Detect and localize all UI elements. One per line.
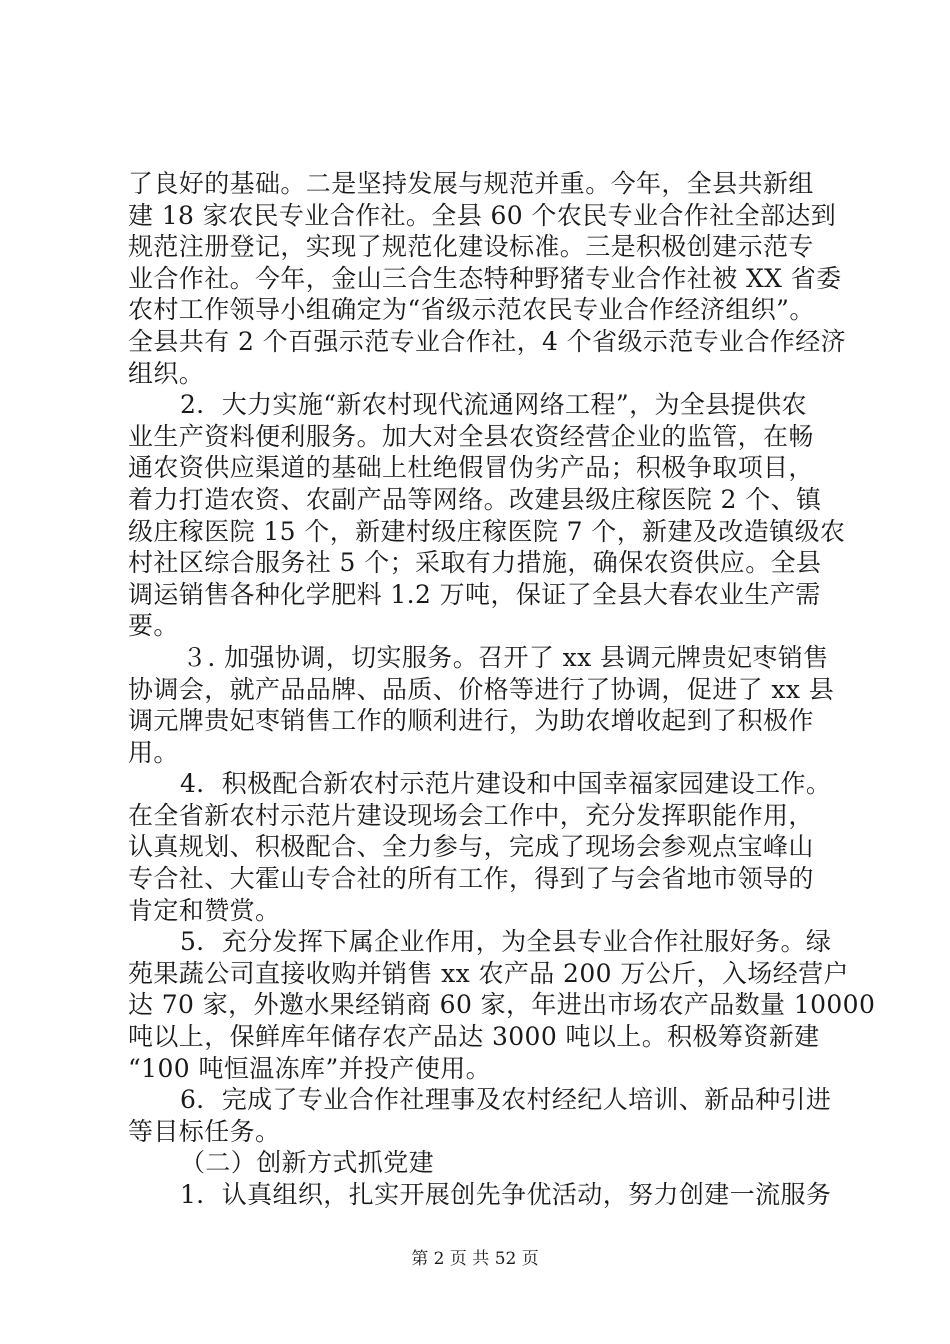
text-line: 专合社、大霍山专合社的所有工作，得到了与会省地市领导的 (128, 864, 814, 894)
text-line: 业生产资料便利服务。加大对全县农资经营企业的监管，在畅 (128, 421, 814, 451)
text-line: 组织。 (128, 358, 205, 388)
paragraph-first-line: 1．认真组织，扎实开展创先争优活动，努力创建一流服务 (180, 1180, 832, 1209)
text-line: 调运销售各种化学肥料 1.2 万吨，保证了全县大春农业生产需 (128, 579, 821, 609)
text-line: 要。 (128, 611, 179, 641)
text-line: 业合作社。今年，金山三合生态特种野猪专业合作社被 XX 省委 (128, 263, 842, 293)
text-line: 级庄稼医院 15 个，新建村级庄稼医院 7 个，新建及改造镇级农 (128, 516, 846, 546)
text-line: 认真规划、积极配合、全力参与，完成了现场会参观点宝峰山 (128, 832, 814, 862)
text-line: 着力打造农资、农副产品等网络。改建县级庄稼医院 2 个、镇 (128, 484, 822, 514)
page-number-footer: 第 2 页 共 52 页 (411, 1249, 539, 1269)
text-line: 在全省新农村示范片建设现场会工作中，充分发挥职能作用， (128, 800, 814, 830)
paragraph-first-line: 5．充分发挥下属企业作用，为全县专业合作社服好务。绿 (180, 927, 832, 957)
paragraph-first-line: 4．积极配合新农村示范片建设和中国幸福家园建设工作。 (180, 769, 832, 799)
text-line: 全县共有 2 个百强示范专业合作社，4 个省级示范专业合作经济 (128, 326, 847, 356)
paragraph-first-line: ３. 加强协调，切实服务。召开了 xx 县调元牌贵妃枣销售 (182, 642, 829, 672)
text-line: 村社区综合服务社 5 个；采取有力措施，确保农资供应。全县 (128, 548, 822, 578)
section-heading: （二）创新方式抓党建 (180, 1148, 435, 1178)
text-line: 用。 (128, 737, 179, 767)
text-line: 通农资供应渠道的基础上杜绝假冒伪劣产品；积极争取项目， (128, 453, 814, 483)
text-line: 调元牌贵妃枣销售工作的顺利进行，为助农增收起到了积极作 (128, 706, 814, 736)
text-line: 吨以上，保鲜库年储存农产品达 3000 吨以上。积极筹资新建 (128, 1022, 820, 1052)
text-line: 了良好的基础。二是坚持发展与规范并重。今年，全县共新组 (128, 169, 814, 198)
text-line: 协调会，就产品品牌、品质、价格等进行了协调，促进了 xx 县 (128, 674, 835, 704)
document-body (128, 168, 876, 1211)
text-line: 苑果蔬公司直接收购并销售 xx 农产品 200 万公斤，入场经营户 (128, 958, 849, 988)
text-line: 农村工作领导小组确定为“省级示范农民专业合作经济组织”。 (128, 295, 815, 325)
text-line: 等目标任务。 (128, 1116, 281, 1146)
text-line: 肯定和赞赏。 (128, 895, 281, 925)
text-line: 规范注册登记，实现了规范化建设标准。三是积极创建示范专 (128, 232, 814, 262)
paragraph-first-line: 6．完成了专业合作社理事及农村经纪人培训、新品种引进 (180, 1085, 832, 1115)
text-line: 建 18 家农民专业合作社。全县 60 个农民专业合作社全部达到 (128, 200, 837, 230)
text-line: 达 70 家，外邀水果经销商 60 家，年进出市场农产品数量 10000 (128, 990, 876, 1020)
paragraph-first-line: 2．大力实施“新农村现代流通网络工程”，为全县提供农 (180, 390, 807, 420)
text-line: “100 吨恒温冻库”并投产使用。 (128, 1053, 492, 1083)
